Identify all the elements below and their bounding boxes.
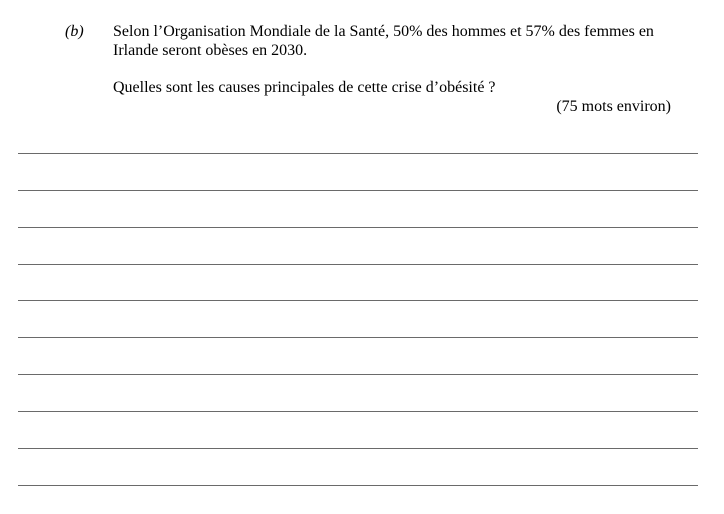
answer-line[interactable] [18, 153, 698, 154]
answer-line[interactable] [18, 227, 698, 228]
answer-line[interactable] [18, 448, 698, 449]
question-statement [113, 22, 673, 60]
statement-text: Selon l’Organisation Mondiale de la Santé, 50% des hommes et 57% des femmes en Irlande seront obèses en 2030. [113, 23, 654, 59]
question-label: (b) [65, 23, 84, 40]
question-prompt: Quelles sont les causes principales de cette crise d’obésité ? [113, 79, 496, 96]
answer-line[interactable] [18, 411, 698, 412]
answer-line[interactable] [18, 190, 698, 191]
answer-line[interactable] [18, 264, 698, 265]
answer-line[interactable] [18, 485, 698, 486]
answer-line[interactable] [18, 374, 698, 375]
word-count-hint: (75 mots environ) [556, 98, 671, 115]
answer-line[interactable] [18, 337, 698, 338]
answer-line[interactable] [18, 300, 698, 301]
